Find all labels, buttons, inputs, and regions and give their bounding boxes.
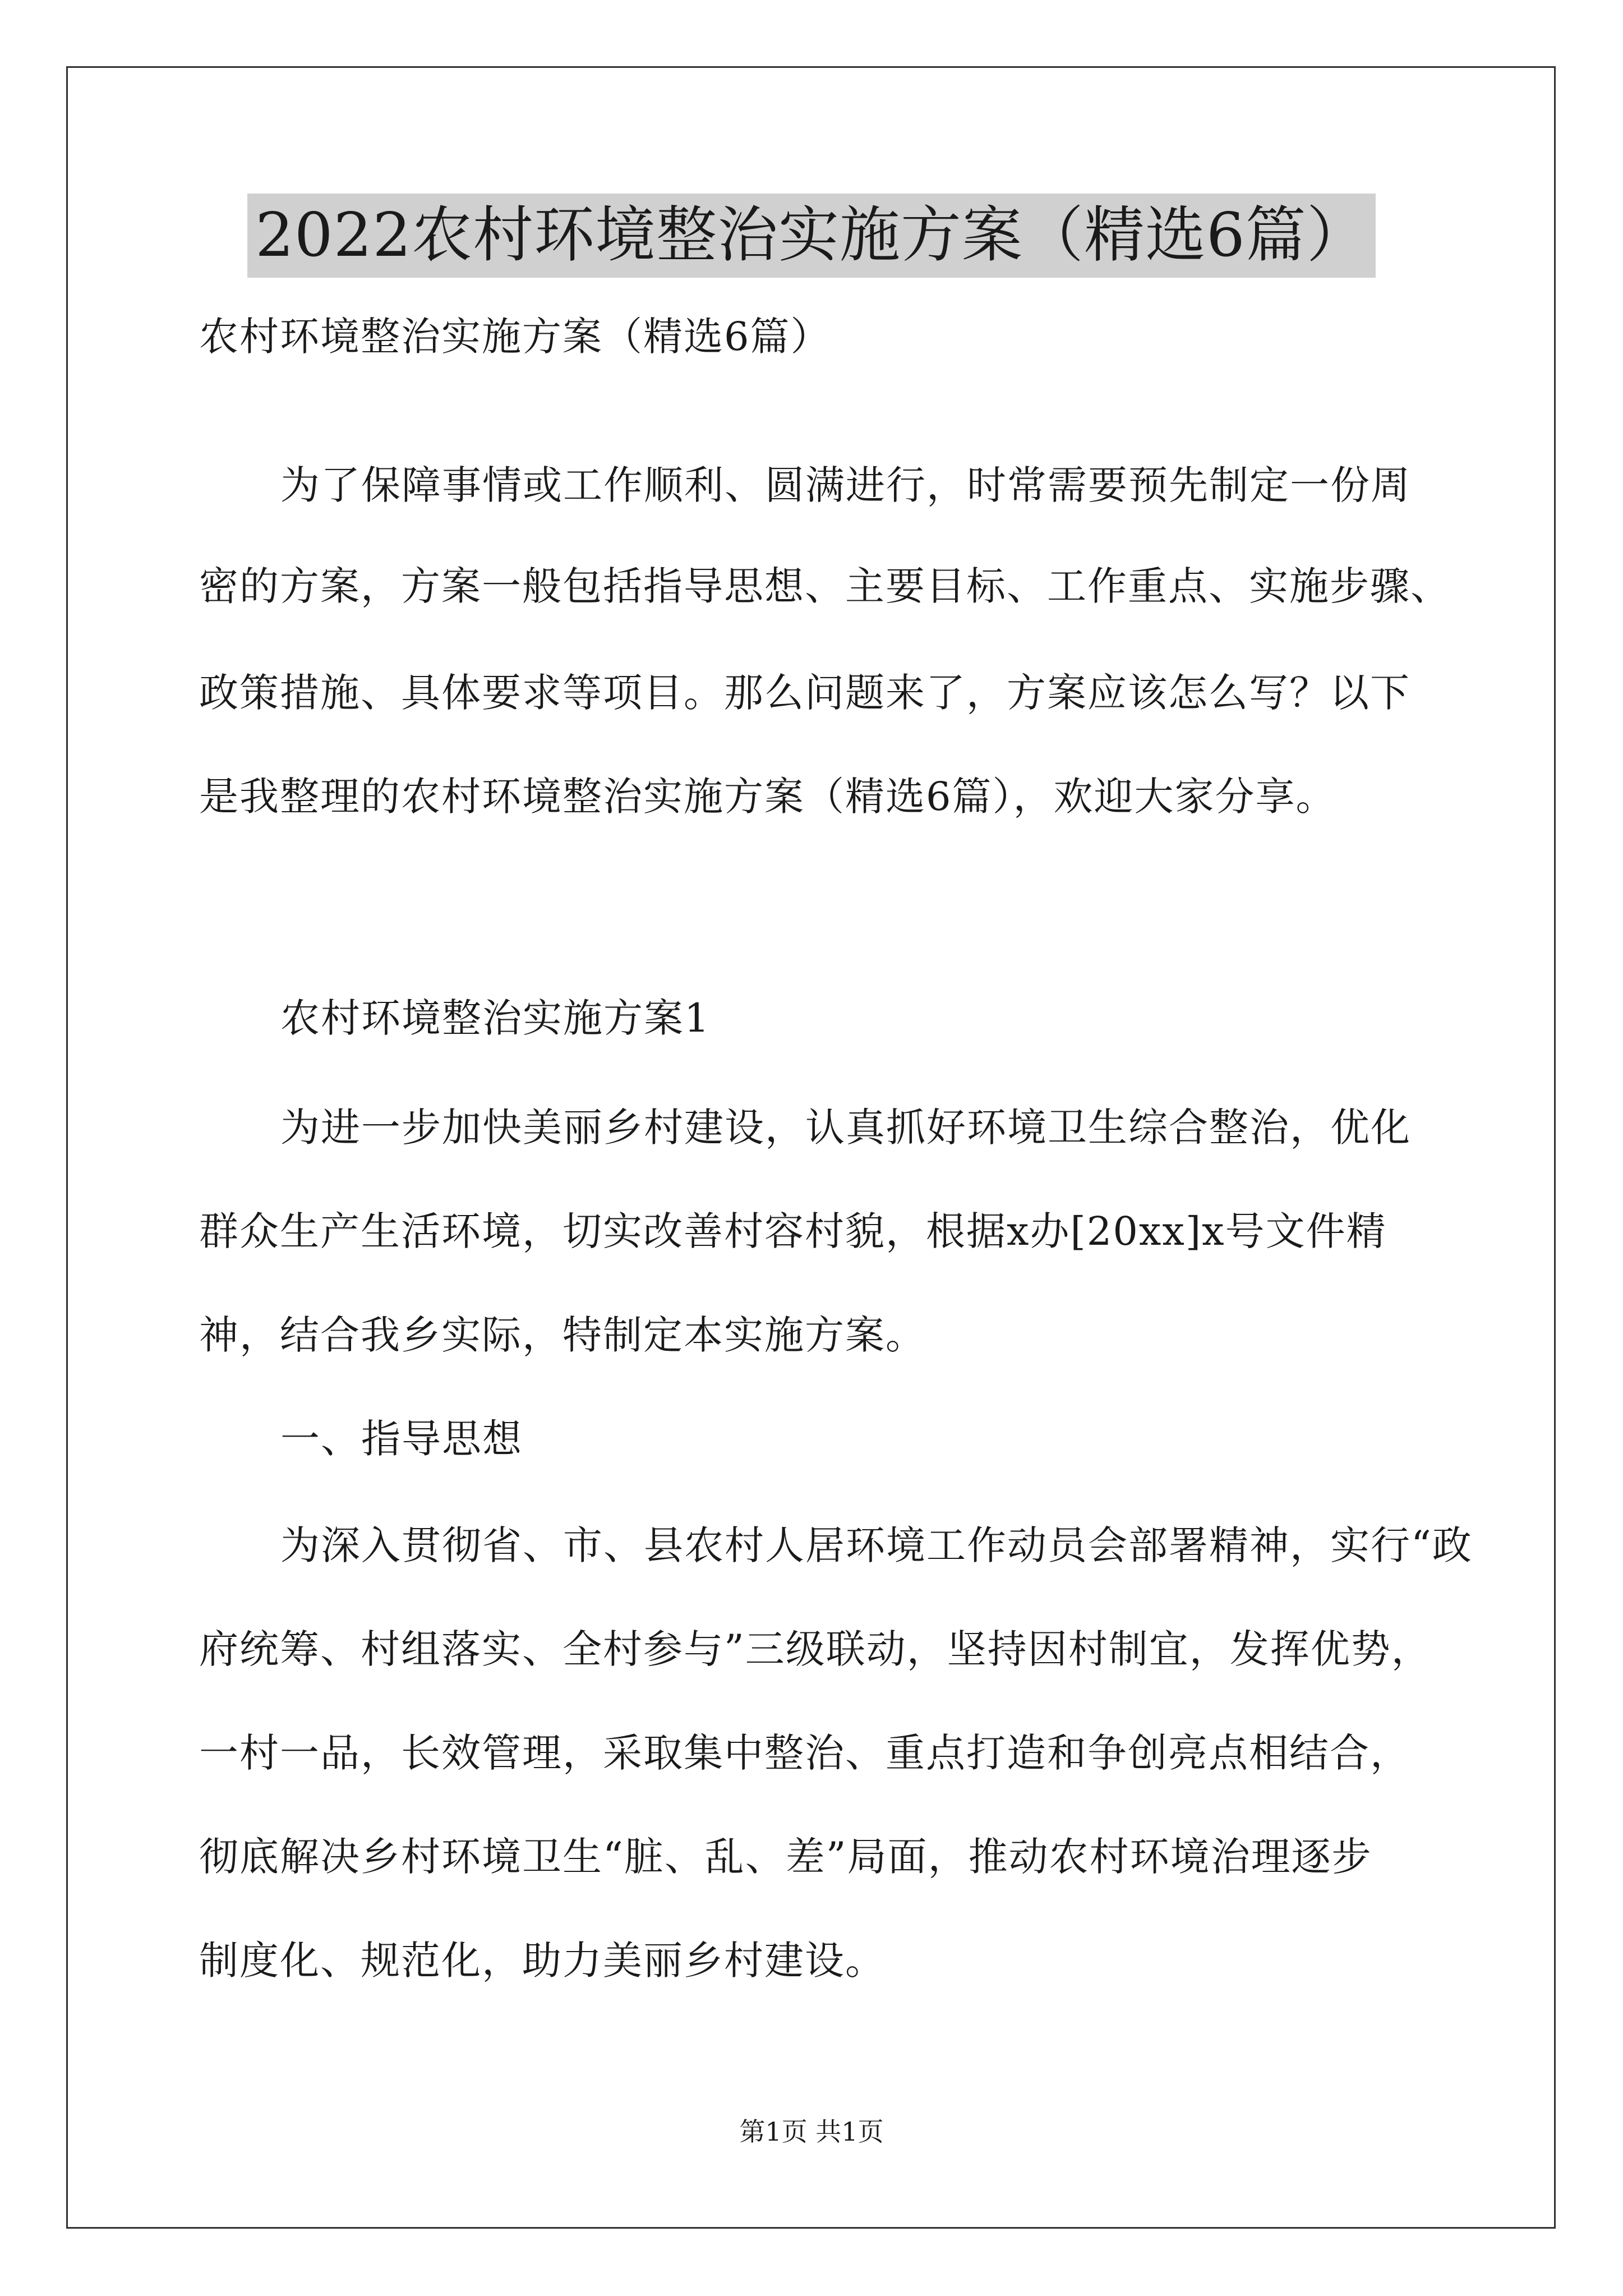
paragraph-line: 为了保障事情或工作顺利、圆满进行，时常需要预先制定一份周 [280,462,1411,508]
paragraph-line: 为进一步加快美丽乡村建设，认真抓好环境卫生综合整治，优化 [280,1105,1411,1151]
document-title: 2022农村环境整治实施方案（精选6篇） [247,194,1376,278]
title-container [0,194,1623,278]
paragraph-line: 彻底解决乡村环境卫生“脏、乱、差”局面，推动农村环境治理逐步 [199,1834,1372,1880]
paragraph-line: 一村一品，长效管理，采取集中整治、重点打造和争创亮点相结合， [199,1730,1410,1776]
paragraph-line: 制度化、规范化，助力美丽乡村建设。 [199,1938,886,1984]
paragraph-line: 府统筹、村组落实、全村参与”三级联动，坚持因村制宜，发挥优势， [199,1626,1432,1672]
section-heading: 农村环境整治实施方案1 [280,995,711,1041]
page-footer: 第1页 共1页 [739,2116,884,2147]
paragraph-line: 密的方案，方案一般包括指导思想、主要目标、工作重点、实施步骤、 [199,563,1451,609]
paragraph-line: 群众生产生活环境，切实改善村容村貌，根据x办[20xx]x号文件精 [199,1208,1387,1254]
paragraph-line: 政策措施、具体要求等项目。那么问题来了，方案应该怎么写？以下 [199,670,1410,716]
paragraph-line: 为深入贯彻省、市、县农村人居环境工作动员会部署精神，实行“政 [280,1522,1473,1568]
paragraph-line: 是我整理的农村环境整治实施方案（精选6篇），欢迎大家分享。 [199,774,1336,820]
subsection-heading: 一、指导思想 [280,1416,523,1462]
paragraph-line: 神，结合我乡实际，特制定本实施方案。 [199,1312,926,1358]
subtitle-line: 农村环境整治实施方案（精选6篇） [199,314,831,360]
